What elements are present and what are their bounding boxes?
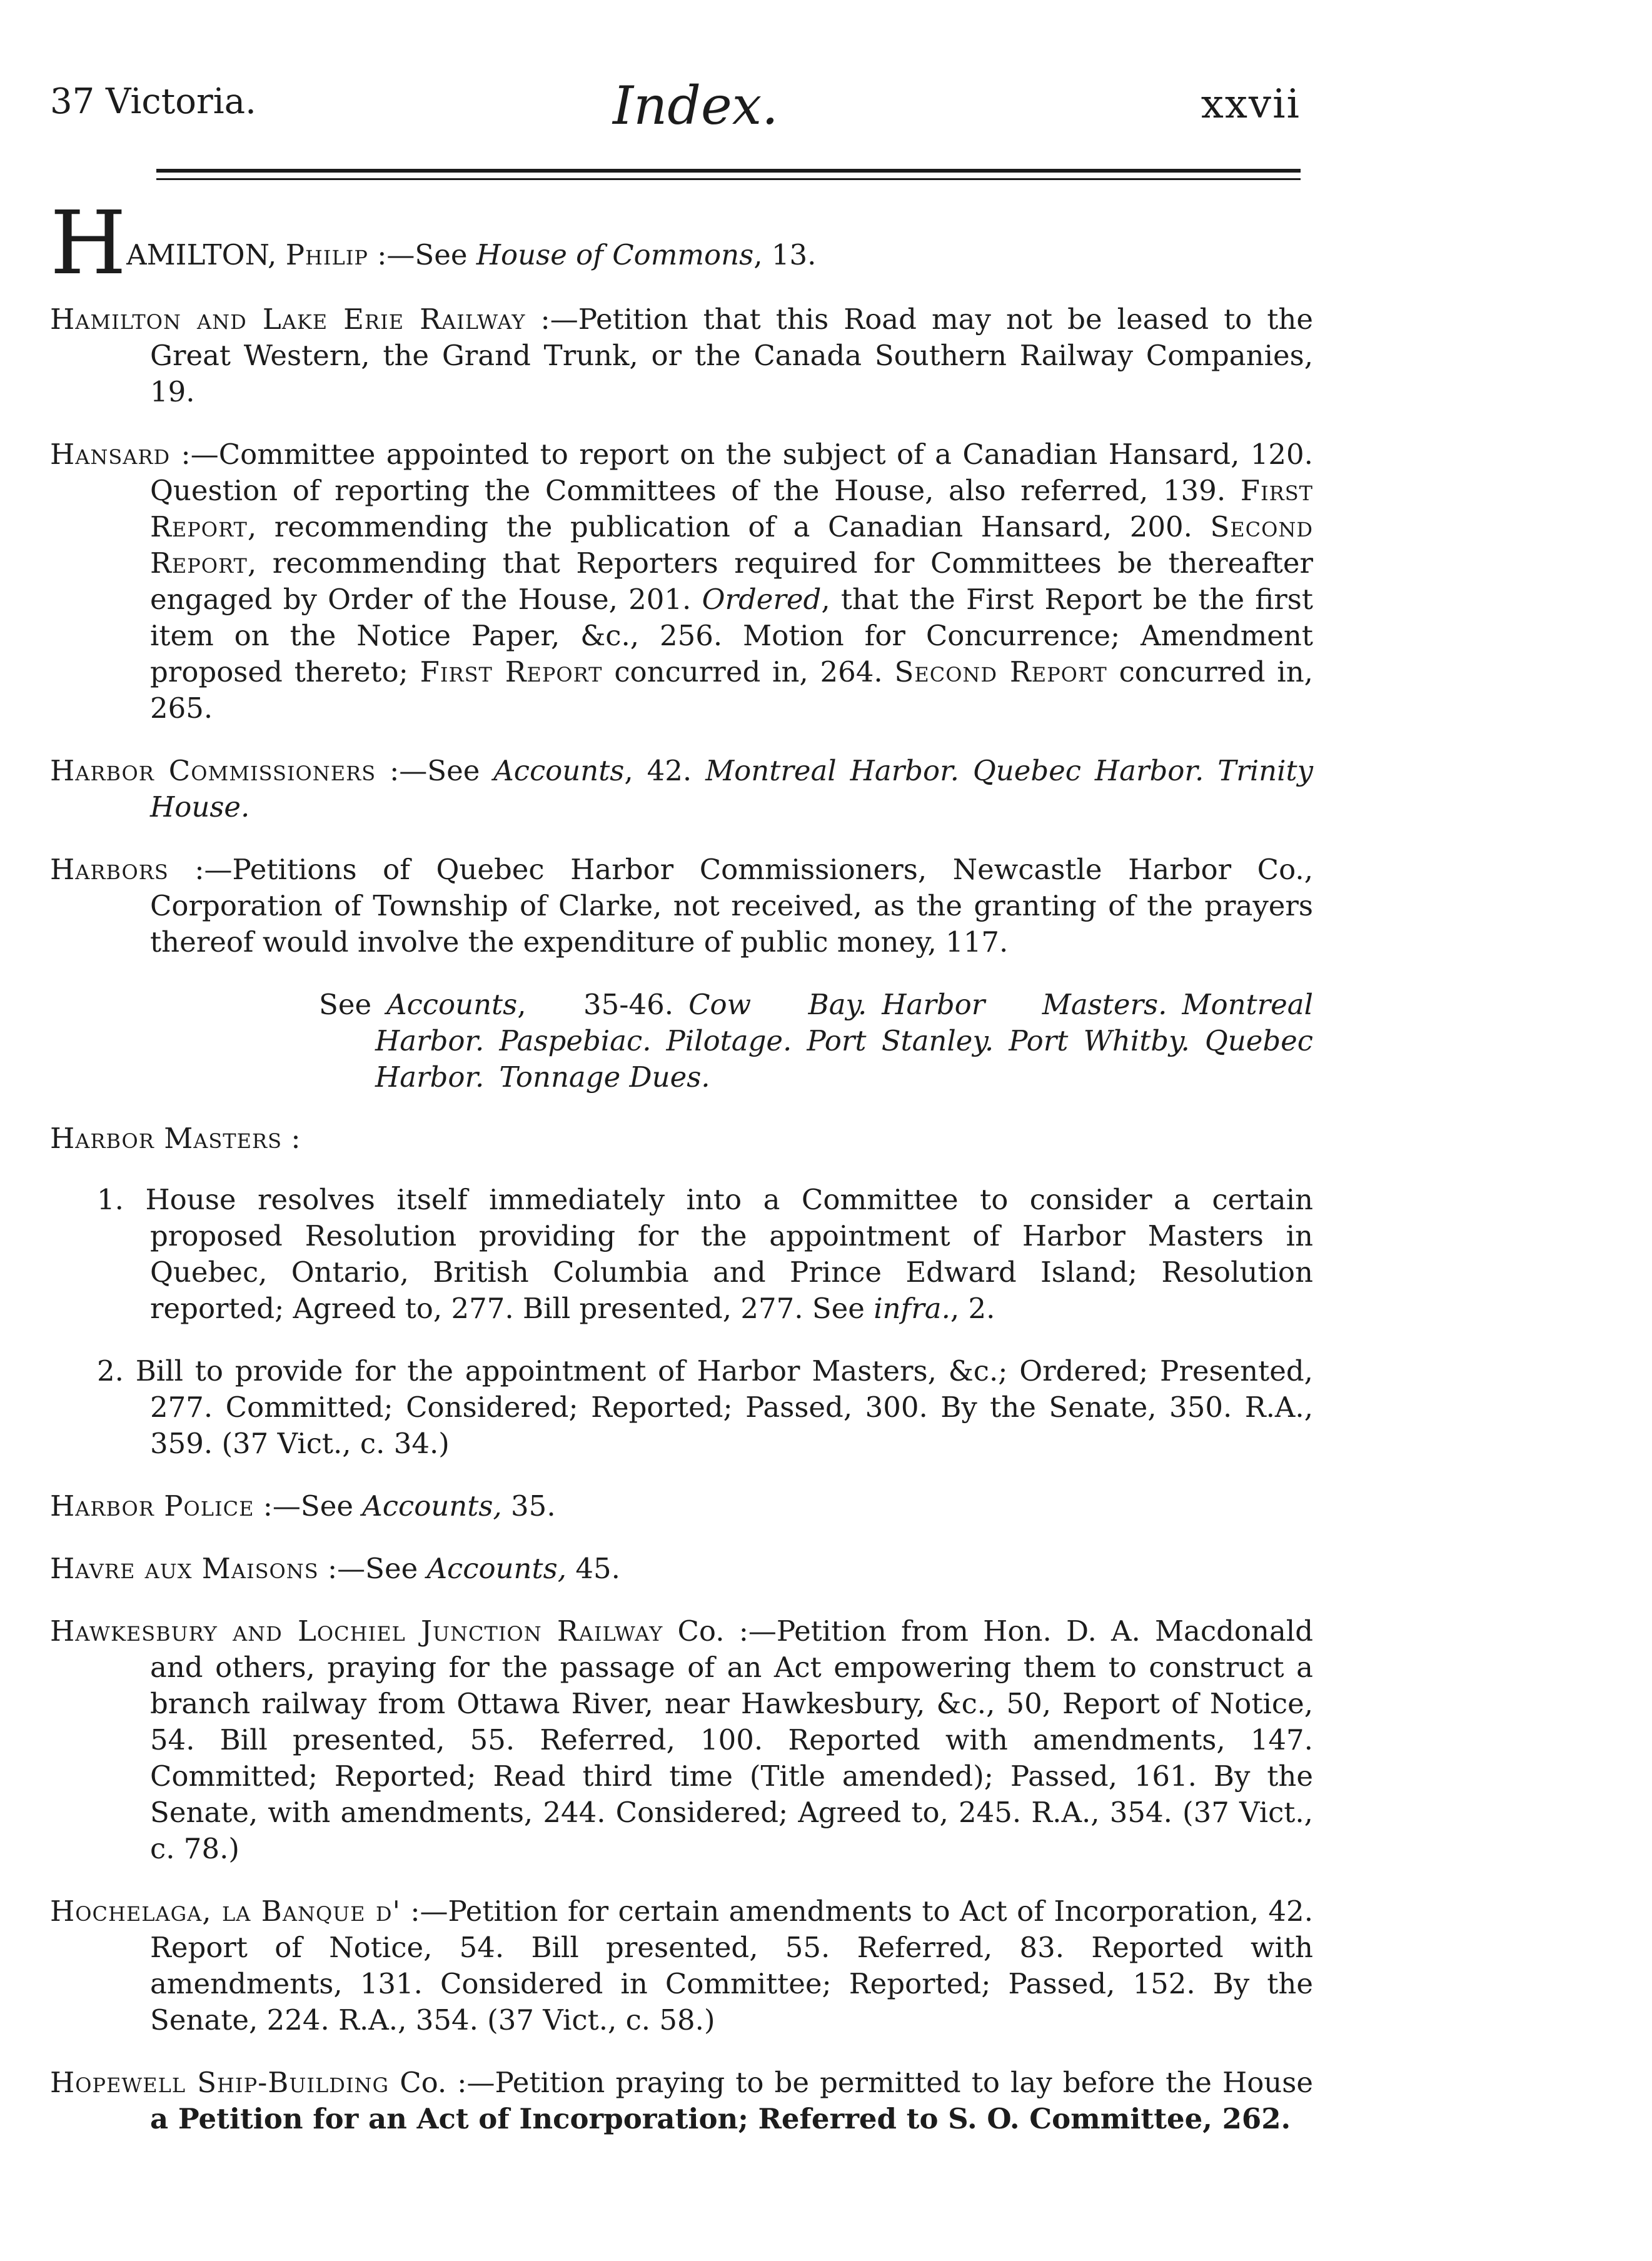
header-title: Index. (613, 75, 778, 136)
page-header (50, 75, 1301, 144)
harbor-masters-item-2: 2. Bill to provide for the appointment of Harbor Masters, &c.; Ordered; Presented, 277. Committed; Considered; Reported; Passed, 300. By the Senate, 350. R.A., 359. (37 Vict., c. 34.) (97, 1354, 1313, 1460)
entry-harbors: Harbors :—Petitions of Quebec Harbor Commissioners, Newcastle Harbor Co., Corporation of Township of Clarke, not received, as the granting of the prayers thereof would involve the expenditure of public money, 117. (50, 853, 1313, 959)
entry-hamilton-philip: HAMILTON, Philip :—See House of Commons, 13. (50, 193, 817, 295)
harbors-see-also: See Accounts, 35-46. Cow Bay. Harbor Masters. Montreal Harbor. Paspebiac. Pilotage. Port Stanley. Port Whitby. Quebec Harbor. Tonnage Dues. (319, 988, 1314, 1094)
entry-hochelaga: Hochelaga, la Banque d' :—Petition for certain amendments to Act of Incorporation, 42. Report of Notice, 54. Bill presented, 55. Referred, 83. Reported with amendments, 131. Considered in Committee; Reported; Passed, 152. By the Senate, 224. R.A., 354. (37 Vict., c. 58.) (50, 1895, 1313, 2037)
header-rule-thick (156, 169, 1301, 173)
entry-havre-aux-maisons: Havre aux Maisons :—See Accounts, 45. (50, 1552, 620, 1585)
header-page-number: xxvii (1201, 81, 1301, 128)
entry-hawkesbury-railway: Hawkesbury and Lochiel Junction Railway Co. :—Petition from Hon. D. A. Macdonald and others, praying for the passage of an Act empowering them to construct a branch railway from Ottawa River, near Hawkesbury, &c., 50, Report of Notice, 54. Bill presented, 55. Referred, 100. Reported with amendments, 147. Committed; Reported; Read third time (Title amended); Passed, 161. By the Senate, with amendments, 244. Considered; Agreed to, 245. R.A., 354. (37 Vict., c. 78.) (50, 1614, 1313, 1865)
index-content (50, 193, 1314, 2163)
entry-harbor-police: Harbor Police :—See Accounts, 35. (50, 1489, 556, 1523)
entry-hansard: Hansard :—Committee appointed to report on the subject of a Canadian Hansard, 120. Question of reporting the Committees of the House, also referred, 139. First Report, recommending the publication of a Canadian Hansard, 200. Second Report, recommending that Reporters required for Committees be thereafter engaged by Order of the House, 201. Ordered, that the First Report be the first item on the Notice Paper, &c., 256. Motion for Concurrence; Amendment proposed thereto; First Report concurred in, 264. Second Report concurred in, 265. (50, 438, 1313, 725)
entry-hopewell: Hopewell Ship-Building Co. :—Petition praying to be permitted to lay before the House a Petition for an Act of Incorporation; Referred to S. O. Committee, 262. (50, 2066, 1313, 2135)
header-rule-thin (156, 178, 1301, 180)
header-volume: 37 Victoria. (50, 81, 256, 122)
entry-harbor-commissioners: Harbor Commissioners :—See Accounts, 42. Montreal Harbor. Quebec Harbor. Trinity House. (50, 754, 1313, 823)
harbor-masters-item-1: 1. House resolves itself immediately into a Committee to consider a certain proposed Resolution providing for the appointment of Harbor Masters in Quebec, Ontario, British Columbia and Prince Edward Island; Resolution reported; Agreed to, 277. Bill presented, 277. See infra., 2. (97, 1183, 1313, 1325)
entry-harbor-masters: Harbor Masters : (50, 1122, 301, 1155)
entry-hamilton-railway: Hamilton and Lake Erie Railway :—Petition that this Road may not be leased to the Great Western, the Grand Trunk, or the Canada Southern Railway Companies, 19. (50, 303, 1314, 408)
